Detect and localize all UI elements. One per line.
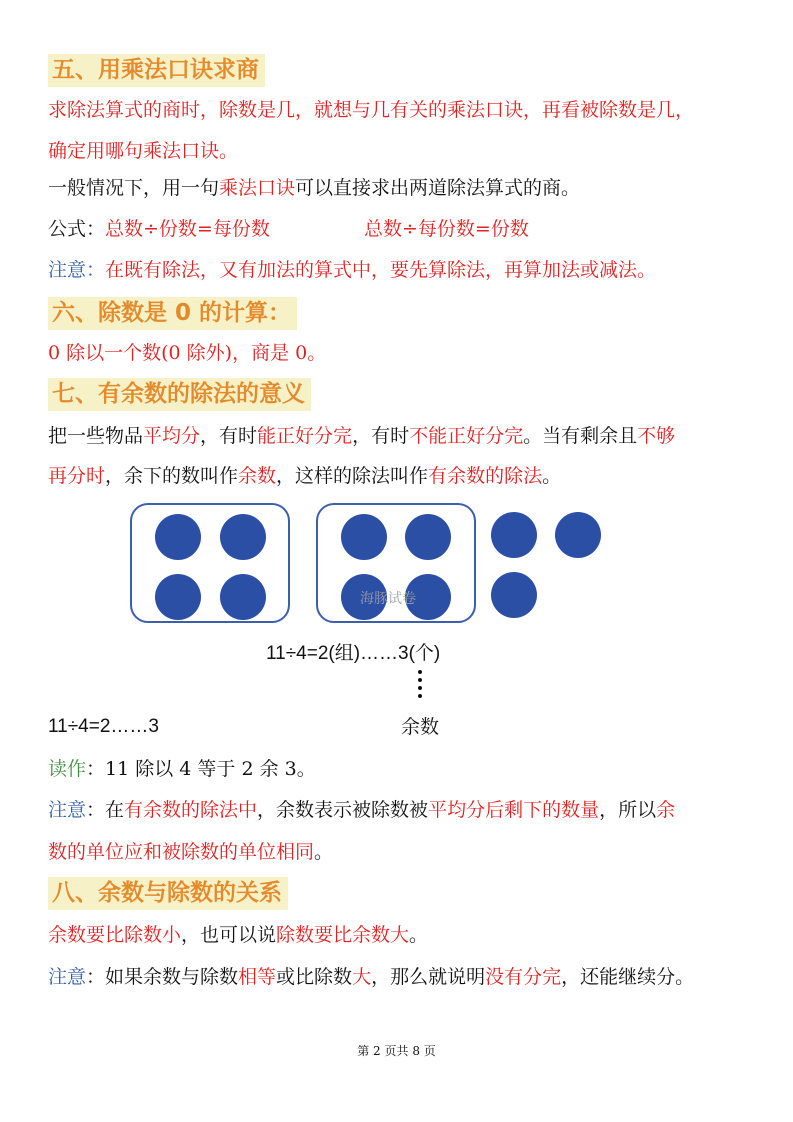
hl: 有余数的除法 bbox=[428, 465, 543, 487]
remainder-dot bbox=[555, 512, 601, 558]
hl: 不能正好分完 bbox=[409, 425, 524, 447]
t: ，有时 bbox=[352, 425, 410, 447]
section5-para1-line1: 求除法算式的商时，除数是几，就想与几有关的乘法口诀，再看被除数是几， bbox=[48, 99, 695, 121]
hl: 余数 bbox=[238, 465, 277, 487]
equation-short: 11÷4=2……3 bbox=[48, 716, 159, 737]
formula-2: 总数÷每份数=份数 bbox=[364, 218, 529, 240]
watermark: 海豚试卷 bbox=[360, 591, 416, 607]
note-label: 注意 bbox=[48, 799, 87, 821]
dot bbox=[220, 574, 266, 620]
hl: 再分时 bbox=[48, 465, 106, 487]
dot bbox=[155, 514, 201, 560]
section7-note-line2 bbox=[48, 839, 333, 865]
hl: 有余数的除法中 bbox=[124, 799, 258, 821]
t: 把一些物品 bbox=[48, 425, 144, 447]
dot bbox=[220, 514, 266, 560]
note-label: 注意 bbox=[48, 966, 87, 988]
section7-heading: 七、有余数的除法的意义 bbox=[48, 378, 311, 411]
t: ：在 bbox=[86, 799, 125, 821]
text: 可以直接求出两道除法算式的商。 bbox=[295, 177, 581, 199]
formula-line bbox=[48, 216, 270, 242]
section7-para-line2 bbox=[48, 463, 561, 489]
hl: 不够 bbox=[637, 425, 676, 447]
section8-note bbox=[48, 964, 694, 990]
section5-para2 bbox=[48, 175, 580, 201]
dotted-connector bbox=[418, 670, 422, 702]
t: ，有时 bbox=[200, 425, 258, 447]
t: ，这样的除法叫作 bbox=[276, 465, 429, 487]
read-label: 读作 bbox=[48, 758, 87, 780]
section6-heading: 六、除数是 0 的计算： bbox=[48, 297, 297, 330]
note-label: 注意： bbox=[48, 259, 106, 281]
t: 或比除数 bbox=[276, 966, 353, 988]
hl: 相等 bbox=[238, 966, 277, 988]
t: ，余数表示被除数被 bbox=[257, 799, 429, 821]
equation-full: 11÷4=2(组)……3(个) bbox=[266, 643, 441, 664]
t: 。 bbox=[409, 924, 429, 946]
remainder-dot bbox=[491, 512, 537, 558]
t: ，也可以说 bbox=[181, 924, 277, 946]
formula-1: 总数÷份数=每份数 bbox=[105, 218, 270, 240]
hl: 平均分 bbox=[143, 425, 201, 447]
remainder-dot bbox=[491, 572, 537, 618]
dot bbox=[405, 514, 451, 560]
highlight: 乘法口诀 bbox=[219, 177, 296, 199]
t: 。当有剩余且 bbox=[523, 425, 638, 447]
dot bbox=[155, 574, 201, 620]
t: ，那么就说明 bbox=[371, 966, 486, 988]
section7-note-line1 bbox=[48, 797, 675, 823]
remainder-label: 余数 bbox=[401, 716, 440, 738]
formula-label: 公式： bbox=[48, 218, 106, 240]
read-text: ：11 除以 4 等于 2 余 3。 bbox=[86, 758, 316, 780]
hl: 大 bbox=[352, 966, 372, 988]
section7-para-line1 bbox=[48, 423, 675, 449]
section6-text: 0 除以一个数(0 除外)，商是 0。 bbox=[48, 342, 327, 364]
hl: 余数要比除数小 bbox=[48, 924, 182, 946]
t: ：如果余数与除数 bbox=[86, 966, 239, 988]
read-line bbox=[48, 756, 316, 782]
t: ，所以 bbox=[599, 799, 657, 821]
group-box-1 bbox=[130, 503, 290, 623]
text: 一般情况下，用一句 bbox=[48, 177, 220, 199]
t: ，还能继续分。 bbox=[561, 966, 695, 988]
page-footer: 第 2 页共 8 页 bbox=[357, 1044, 436, 1058]
hl: 余 bbox=[656, 799, 676, 821]
t: 。 bbox=[542, 465, 562, 487]
section5-para1-line2: 确定用哪句乘法口诀。 bbox=[48, 140, 239, 162]
dot bbox=[341, 514, 387, 560]
hl: 平均分后剩下的数量 bbox=[428, 799, 600, 821]
section5-heading: 五、用乘法口诀求商 bbox=[48, 54, 265, 87]
t: ，余下的数叫作 bbox=[105, 465, 239, 487]
section8-heading: 八、余数与除数的关系 bbox=[48, 877, 288, 910]
hl: 能正好分完 bbox=[257, 425, 353, 447]
note-text: 在既有除法，又有加法的算式中，要先算除法，再算加法或减法。 bbox=[105, 259, 657, 281]
hl: 除数要比余数大 bbox=[276, 924, 410, 946]
section8-line1 bbox=[48, 922, 428, 948]
hl: 数的单位应和被除数的单位相同 bbox=[48, 841, 315, 863]
hl: 没有分完 bbox=[485, 966, 562, 988]
section5-note bbox=[48, 257, 656, 283]
t: 。 bbox=[314, 841, 334, 863]
